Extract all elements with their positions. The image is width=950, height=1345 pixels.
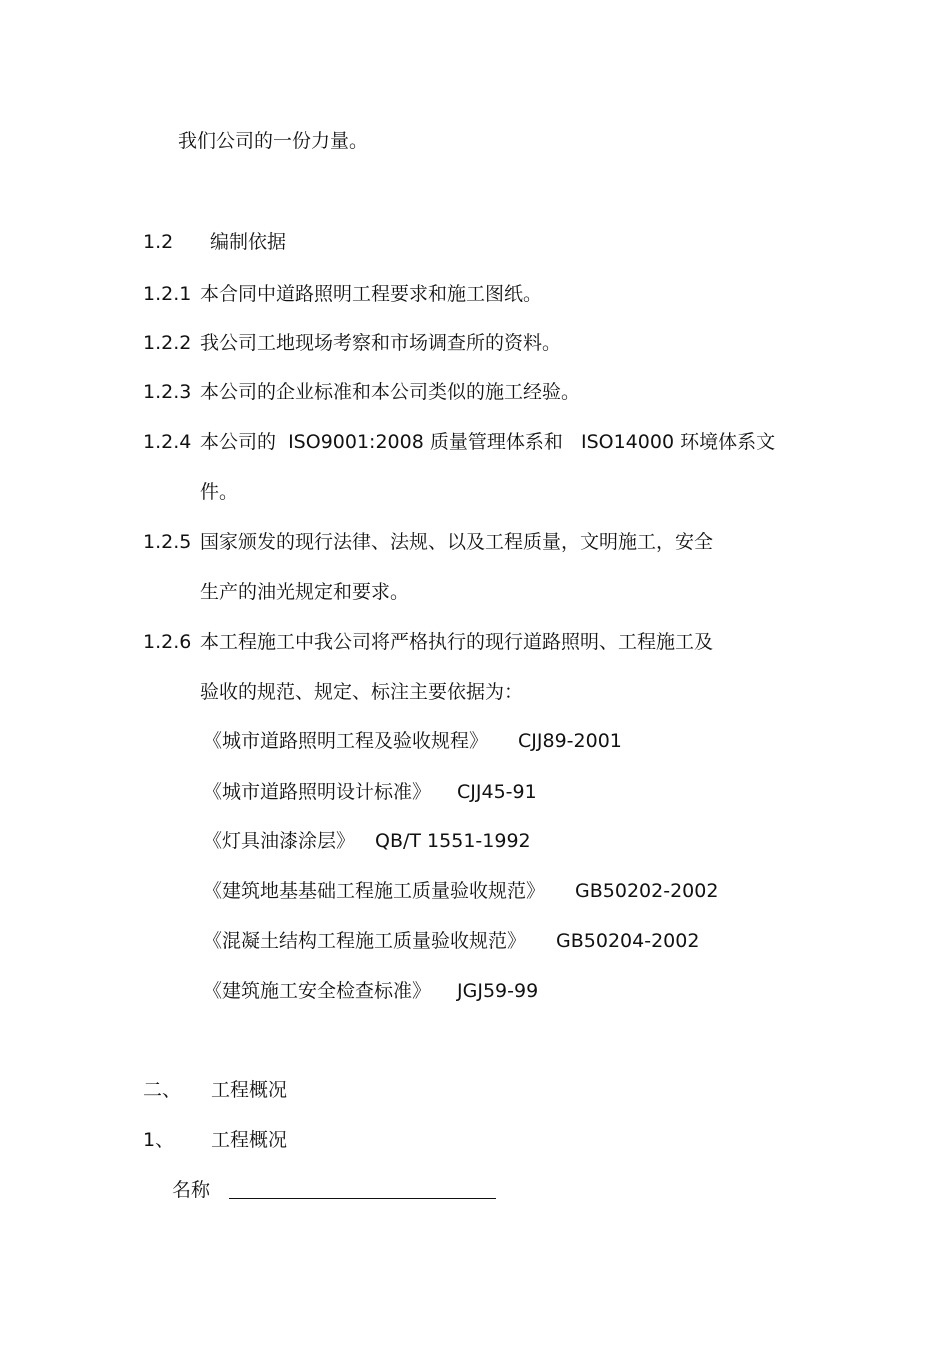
item-text: 本公司的 ISO9001:2008 质量管理体系和 ISO14000 环境体系文 [200, 431, 776, 453]
standard-name: 《灯具油漆涂层》 [203, 830, 356, 852]
item-number: 1.2.4 [143, 431, 192, 453]
standard-entry [203, 729, 622, 753]
standard-name: 《建筑施工安全检查标准》 [203, 980, 432, 1002]
list-item [143, 331, 561, 355]
section-number: 1.2 [143, 231, 174, 253]
item-number: 1.2.5 [143, 531, 192, 553]
item-text: 我公司工地现场考察和市场调查所的资料。 [200, 332, 562, 354]
list-item [143, 282, 542, 306]
item-text: 本工程施工中我公司将严格执行的现行道路照明、工程施工及 [200, 631, 714, 653]
standard-code: GB50204-2002 [556, 930, 700, 952]
standard-entry [203, 780, 537, 804]
field-name-underline [229, 1198, 496, 1199]
section-1-2-heading [143, 230, 286, 254]
item-number: 1.2.1 [143, 283, 192, 305]
standard-code: GB50202-2002 [575, 880, 719, 902]
standard-code: CJJ45-91 [457, 781, 537, 803]
item-continuation: 生产的油光规定和要求。 [200, 581, 410, 603]
section-2-heading [143, 1078, 287, 1102]
standard-entry [203, 879, 718, 903]
standard-code: JGJ59-99 [457, 980, 539, 1002]
list-item [143, 380, 580, 404]
standard-entry [203, 829, 531, 853]
section-number: 二、 [143, 1079, 182, 1101]
item-continuation: 件。 [200, 481, 239, 503]
standard-name: 《建筑地基基础工程施工质量验收规范》 [203, 880, 546, 902]
standard-name: 《城市道路照明工程及验收规程》 [203, 730, 489, 752]
item-text: 本公司的企业标准和本公司类似的施工经验。 [200, 381, 581, 403]
section-number: 1、 [143, 1129, 175, 1151]
item-text: 国家颁发的现行法律、法规、以及工程质量，文明施工，安全 [200, 531, 714, 553]
intro-tail: 我们公司的一份力量。 [178, 130, 369, 152]
item-number: 1.2.6 [143, 631, 192, 653]
standard-code: CJJ89-2001 [518, 730, 622, 752]
standard-code: QB/T 1551-1992 [375, 830, 531, 852]
item-number: 1.2.3 [143, 381, 192, 403]
section-2-1-heading [143, 1128, 287, 1152]
list-item [143, 430, 775, 454]
standard-name: 《混凝土结构工程施工质量验收规范》 [203, 930, 527, 952]
item-number: 1.2.2 [143, 332, 192, 354]
standard-entry [203, 979, 538, 1003]
standard-name: 《城市道路照明设计标准》 [203, 781, 432, 803]
item-continuation: 验收的规范、规定、标注主要依据为： [200, 681, 524, 703]
section-title: 编制依据 [210, 231, 287, 253]
section-title: 工程概况 [211, 1129, 288, 1151]
list-item [143, 630, 713, 654]
item-text: 本合同中道路照明工程要求和施工图纸。 [200, 283, 543, 305]
list-item [143, 530, 713, 554]
field-name-label: 名称 [172, 1179, 211, 1201]
standard-entry [203, 929, 699, 953]
section-title: 工程概况 [211, 1079, 288, 1101]
